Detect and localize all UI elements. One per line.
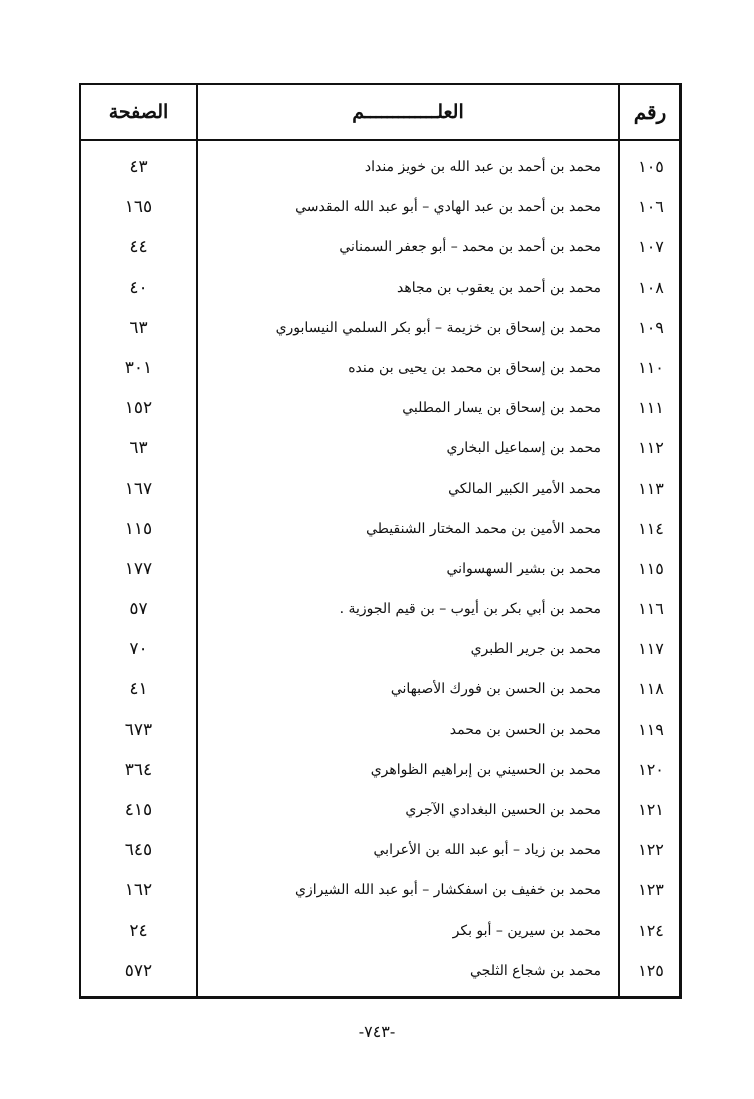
row-entry-number: ١١٥ — [638, 558, 664, 578]
row-page-number: ٧٠ — [129, 639, 148, 660]
row-page-number: ٦٣ — [129, 438, 148, 459]
row-entry-number: ١٢٣ — [638, 880, 664, 900]
row-entry-number: ١٢٥ — [638, 960, 664, 980]
table-row — [81, 750, 679, 790]
row-name: محمد الأمين بن محمد المختار الشنقيطي — [366, 520, 601, 537]
table-row — [81, 629, 679, 669]
row-page-number: ٢٤ — [129, 920, 148, 941]
row-name: محمد بن الحسيني بن إبراهيم الظواهري — [370, 761, 601, 778]
row-name: محمد بن أحمد بن عبد الله بن خويز منداد — [364, 159, 601, 175]
table-body — [81, 147, 679, 991]
table-row — [81, 268, 679, 308]
row-name: محمد بن إسحاق بن خزيمة – أبو بكر السلمي النيسابوري — [275, 319, 601, 336]
row-name: محمد بن الحسن بن فورك الأصبهاني — [390, 681, 601, 698]
row-entry-number: ١٢٤ — [638, 920, 664, 940]
table-row — [81, 549, 679, 589]
table-row — [81, 830, 679, 870]
row-entry-number: ١١٤ — [638, 518, 664, 538]
row-page-number: ١٦٧ — [124, 478, 153, 499]
row-name: محمد بن أحمد بن عبد الهادي – أبو عبد الله المقدسي — [295, 199, 601, 216]
table-row — [81, 790, 679, 830]
index-table — [79, 83, 682, 999]
row-entry-number: ١١٩ — [638, 719, 664, 739]
table-row — [81, 187, 679, 227]
header-number-column: رقم — [633, 100, 667, 124]
page-number: -٧٤٣- — [358, 1022, 396, 1041]
row-name: محمد بن إسحاق بن يسار المطلبي — [402, 400, 601, 417]
row-entry-number: ١٠٥ — [638, 157, 664, 176]
row-name: محمد بن أبي بكر بن أيوب – بن قيم الجوزية . — [339, 601, 601, 618]
row-page-number: ٤٣ — [129, 157, 148, 177]
row-name: محمد بن الحسين البغدادي الآجري — [405, 802, 601, 818]
table-row — [81, 589, 679, 629]
row-name: محمد بن أحمد بن محمد – أبو جعفر السمناني — [339, 239, 601, 256]
table-row — [81, 308, 679, 348]
row-entry-number: ١٠٧ — [638, 237, 664, 257]
table-row — [81, 147, 679, 187]
row-page-number: ٤٤ — [129, 237, 148, 258]
table-row — [81, 669, 679, 709]
row-name: محمد بن أحمد بن يعقوب بن مجاهد — [396, 279, 601, 296]
row-entry-number: ١٠٩ — [638, 317, 664, 337]
row-page-number: ٥٧٢ — [124, 960, 153, 981]
header-divider — [81, 139, 679, 141]
row-page-number: ٦٣ — [129, 317, 148, 338]
row-page-number: ٦٧٣ — [124, 719, 153, 740]
row-name: محمد بن إسماعيل البخاري — [446, 440, 601, 457]
row-page-number: ٥٧ — [129, 599, 148, 620]
table-row — [81, 710, 679, 750]
row-page-number: ١١٥ — [124, 518, 153, 539]
row-entry-number: ١١٣ — [638, 478, 664, 498]
header-name-column: العلـــــــــــــم — [352, 101, 464, 123]
row-page-number: ٤١٥ — [124, 800, 153, 820]
table-row — [81, 348, 679, 388]
table-row — [81, 428, 679, 468]
row-page-number: ١٦٢ — [124, 880, 153, 901]
table-row — [81, 227, 679, 267]
row-page-number: ١٧٧ — [124, 558, 153, 579]
row-entry-number: ١١١ — [638, 398, 664, 418]
row-entry-number: ١٢٠ — [638, 759, 664, 779]
row-entry-number: ١٢١ — [638, 800, 664, 819]
row-page-number: ٤١ — [129, 679, 148, 700]
table-row — [81, 951, 679, 991]
row-entry-number: ١١٧ — [638, 639, 664, 659]
table-row — [81, 388, 679, 428]
row-page-number: ١٥٢ — [124, 398, 153, 419]
row-name: محمد بن بشير السهسواني — [446, 560, 601, 577]
row-name: محمد بن الحسن بن محمد — [449, 721, 601, 738]
row-entry-number: ١١٦ — [638, 599, 664, 619]
row-entry-number: ١٢٢ — [638, 840, 664, 860]
row-entry-number: ١١٠ — [638, 357, 664, 377]
row-page-number: ١٦٥ — [124, 197, 153, 218]
row-entry-number: ١١٨ — [638, 679, 664, 699]
table-row — [81, 509, 679, 549]
table-row — [81, 911, 679, 951]
row-name: محمد بن شجاع الثلجي — [470, 962, 601, 979]
row-page-number: ٣٦٤ — [124, 759, 153, 780]
row-entry-number: ١٠٦ — [638, 197, 664, 217]
table-row — [81, 870, 679, 910]
row-name: محمد بن خفيف بن اسفكشار – أبو عبد الله الشيرازي — [295, 882, 601, 899]
row-entry-number: ١١٢ — [638, 438, 664, 458]
table-row — [81, 469, 679, 509]
row-name: محمد بن إسحاق بن محمد بن يحيى بن منده — [348, 359, 601, 376]
row-name: محمد بن جرير الطبري — [470, 641, 601, 658]
row-page-number: ٤٠ — [129, 277, 148, 298]
row-page-number: ٣٠١ — [124, 357, 153, 378]
row-name: محمد الأمير الكبير المالكي — [448, 480, 601, 497]
row-name: محمد بن زياد – أبو عبد الله بن الأعرابي — [373, 842, 601, 859]
row-page-number: ٦٤٥ — [124, 840, 153, 861]
header-page-column: الصفحة — [108, 101, 169, 123]
row-name: محمد بن سيرين – أبو بكر — [452, 922, 601, 939]
row-entry-number: ١٠٨ — [638, 277, 664, 297]
